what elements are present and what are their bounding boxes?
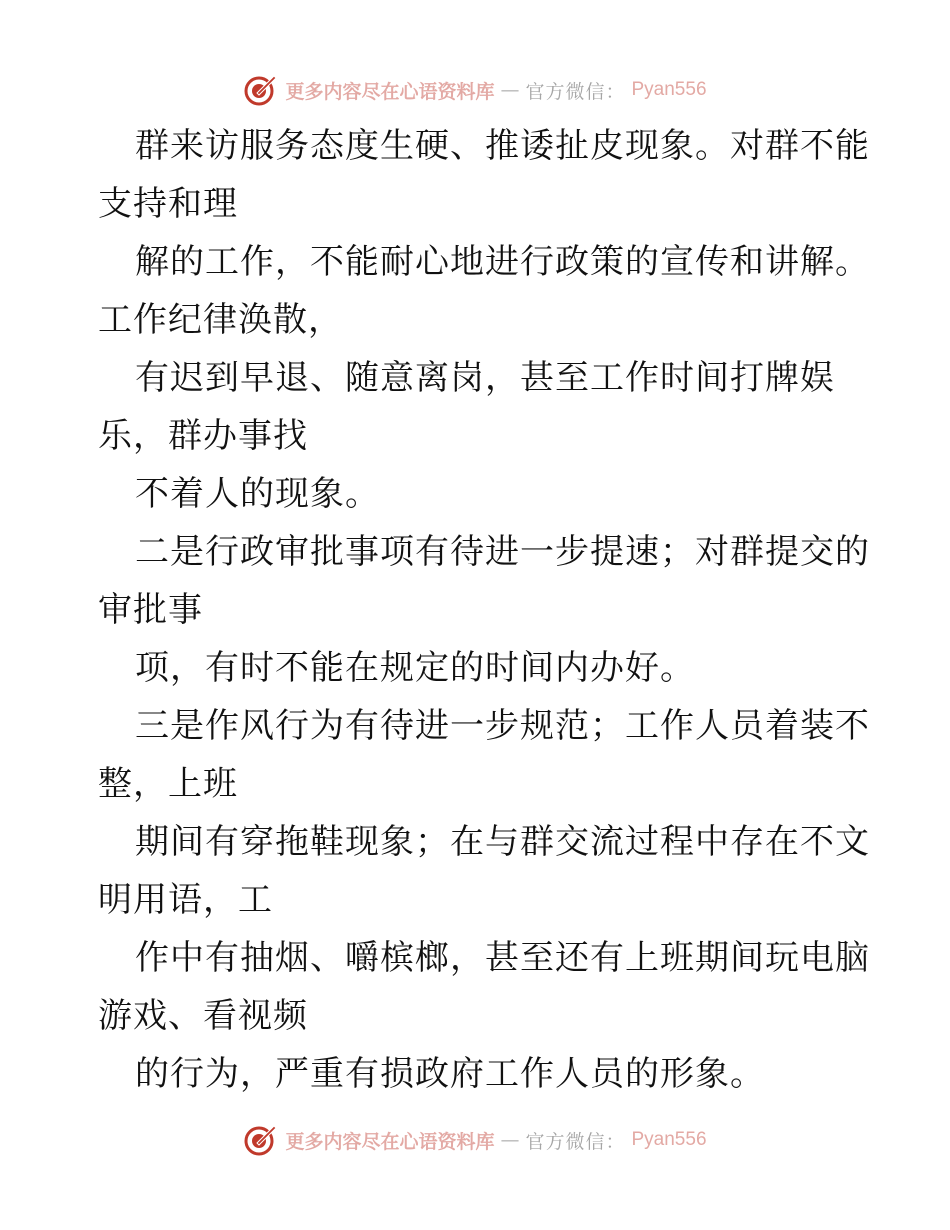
text-line: 游戏、看视频 — [98, 996, 308, 1036]
text-line: 二是行政审批事项有待进一步提速；对群提交的 — [135, 532, 870, 572]
text-line: 有迟到早退、随意离岗，甚至工作时间打牌娱 — [135, 358, 835, 398]
text-line: 三是作风行为有待进一步规范；工作人员着装不 — [135, 706, 870, 746]
text-line: 明用语，工 — [98, 880, 273, 920]
watermark-wechat-id: Pyan556 — [631, 1129, 707, 1150]
text-line: 解的工作，不能耐心地进行政策的宣传和讲解。 — [135, 242, 870, 282]
text-line: 期间有穿拖鞋现象；在与群交流过程中存在不文 — [135, 822, 870, 862]
watermark-dash: — — [500, 79, 520, 101]
text-line: 支持和理 — [98, 184, 238, 224]
watermark-dash: — — [500, 1129, 520, 1151]
text-line: 的行为，严重有损政府工作人员的形象。 — [135, 1054, 765, 1094]
text-line: 工作纪律涣散， — [98, 300, 343, 340]
watermark-wechat-label: 官方微信： — [525, 1130, 626, 1153]
text-line: 项，有时不能在规定的时间内办好。 — [135, 648, 695, 688]
text-line: 群来访服务态度生硬、推诿扯皮现象。对群不能 — [135, 126, 870, 166]
quill-pen-logo-icon — [243, 72, 279, 108]
text-line: 作中有抽烟、嚼槟榔，甚至还有上班期间玩电脑 — [135, 938, 870, 978]
text-line: 不着人的现象。 — [135, 474, 380, 514]
watermark-wechat-label: 官方微信： — [525, 80, 626, 103]
header-watermark — [0, 70, 950, 110]
footer-watermark — [0, 1120, 950, 1160]
document-body — [98, 117, 870, 1103]
text-line: 整，上班 — [98, 764, 238, 804]
watermark-wechat-id: Pyan556 — [631, 79, 707, 100]
text-line: 审批事 — [98, 590, 203, 630]
quill-pen-logo-icon — [243, 1122, 279, 1158]
watermark-site-text: 更多内容尽在心语资料库 — [285, 1130, 495, 1153]
watermark-site-text: 更多内容尽在心语资料库 — [285, 80, 495, 103]
text-line: 乐，群办事找 — [98, 416, 308, 456]
